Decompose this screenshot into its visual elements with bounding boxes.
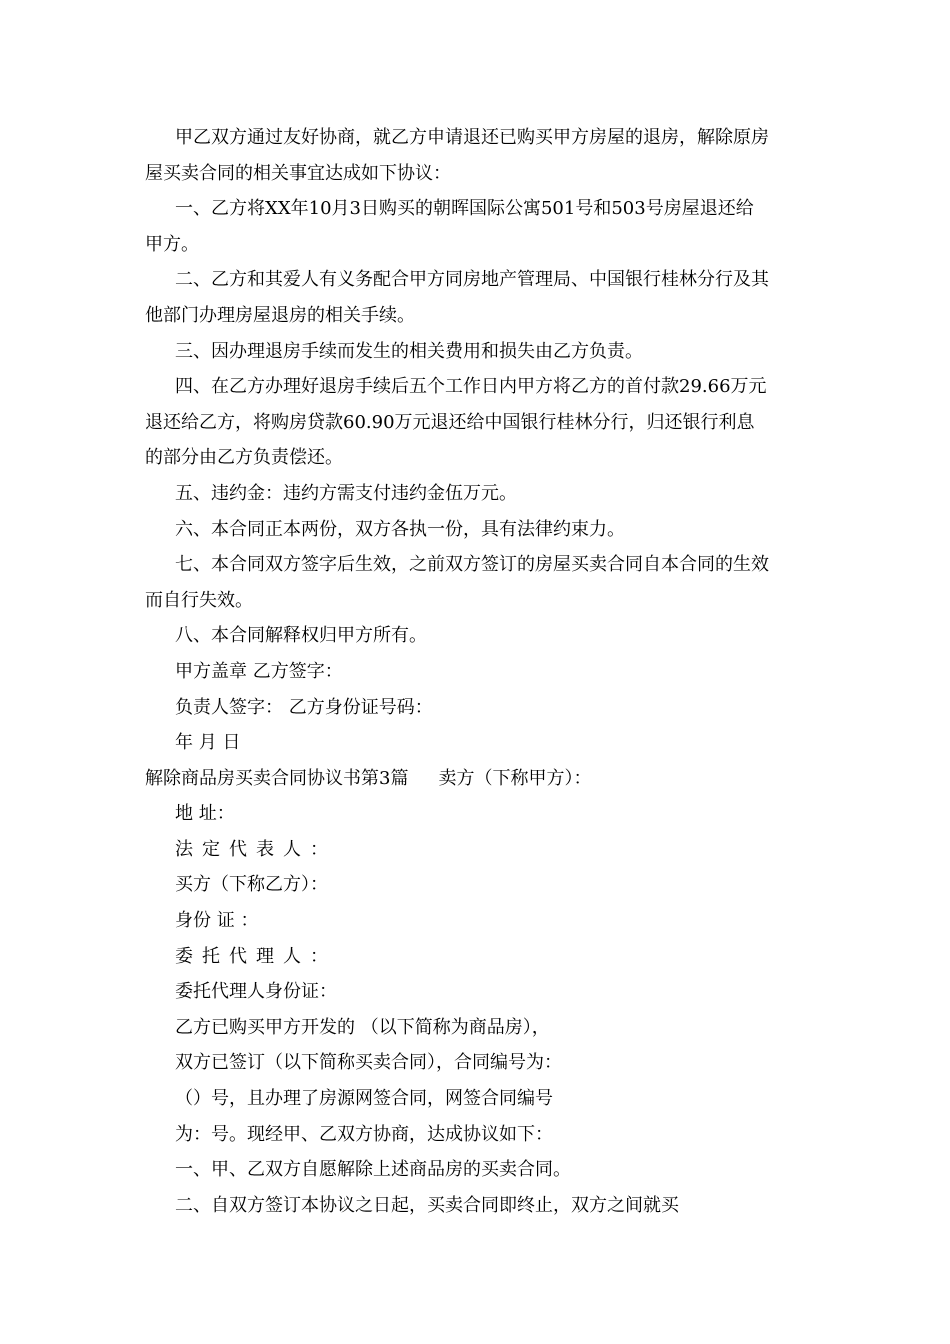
paragraph-intro-line-2: 屋买卖合同的相关事宜达成如下协议： [145, 162, 451, 184]
paragraph-intro-line-1: 甲乙双方通过友好协商，就乙方申请退还已购买甲方房屋的退房，解除原房 [175, 127, 769, 148]
buyer-agent-id-card: 委托代理人身份证： [175, 981, 337, 1003]
seller-address: 地 址： [175, 803, 235, 825]
seller-legal-representative: 法定代表人： [175, 838, 337, 860]
clause-2-line-1: 二、乙方和其爱人有义务配合甲方同房地产管理局、中国银行桂林分行及其 [175, 269, 769, 291]
clause-3: 三、因办理退房手续而发生的相关费用和损失由乙方负责。 [175, 340, 643, 362]
agreement-line-1: 乙方已购买甲方开发的 （以下简称为商品房）， [175, 1016, 550, 1038]
agreement-clause-2: 二、自双方签订本协议之日起，买卖合同即终止，双方之间就买 [175, 1194, 679, 1216]
seller-label: 卖方（下称甲方）： [438, 767, 592, 789]
buyer-id-card: 身份 证 ： [175, 910, 259, 932]
clause-5: 五、违约金：违约方需支付违约金伍万元。 [175, 482, 517, 504]
agreement-line-2: 双方已签订（以下简称买卖合同），合同编号为： [175, 1052, 562, 1074]
agreement-line-3: （）号，且办理了房源网签合同，网签合同编号 [175, 1088, 553, 1110]
clause-2-line-2: 他部门办理房屋退房的相关手续。 [145, 304, 415, 326]
clause-7-line-2: 而自行失效。 [145, 589, 253, 611]
clause-4-line-1: 四、在乙方办理好退房手续后五个工作日内甲方将乙方的首付款29.66万元 [175, 376, 767, 398]
clause-6: 六、本合同正本两份，双方各执一份，具有法律约束力。 [175, 518, 625, 540]
signature-responsible-line: 负责人签字： 乙方身份证号码： [175, 696, 433, 718]
agreement-line-4: 为：号。现经甲、乙双方协商，达成协议如下： [175, 1123, 553, 1145]
document-body [145, 120, 810, 1223]
clause-7-line-1: 七、本合同双方签字后生效，之前双方签订的房屋买卖合同自本合同的生效 [175, 554, 769, 576]
agreement-clause-1: 一、甲、乙双方自愿解除上述商品房的买卖合同。 [175, 1159, 571, 1181]
signature-date-line: 年 月 日 [175, 732, 241, 754]
buyer-label: 买方（下称乙方）： [175, 874, 328, 896]
clause-1-line-2: 甲方。 [145, 233, 199, 255]
section-title: 解除商品房买卖合同协议书第3篇 [145, 767, 409, 789]
section-heading-line [145, 761, 810, 797]
buyer-agent: 委托代理人： [175, 945, 337, 967]
clause-4-line-3: 的部分由乙方负责偿还。 [145, 447, 343, 469]
clause-4-line-2: 退还给乙方，将购房贷款60.90万元退还给中国银行桂林分行，归还银行利息 [145, 411, 755, 433]
signature-party-line: 甲方盖章 乙方签字： [175, 660, 343, 682]
clause-8: 八、本合同解释权归甲方所有。 [175, 625, 427, 647]
clause-1-line-1: 一、乙方将XX年10月3日购买的朝晖国际公寓501号和503号房屋退还给 [175, 198, 754, 220]
